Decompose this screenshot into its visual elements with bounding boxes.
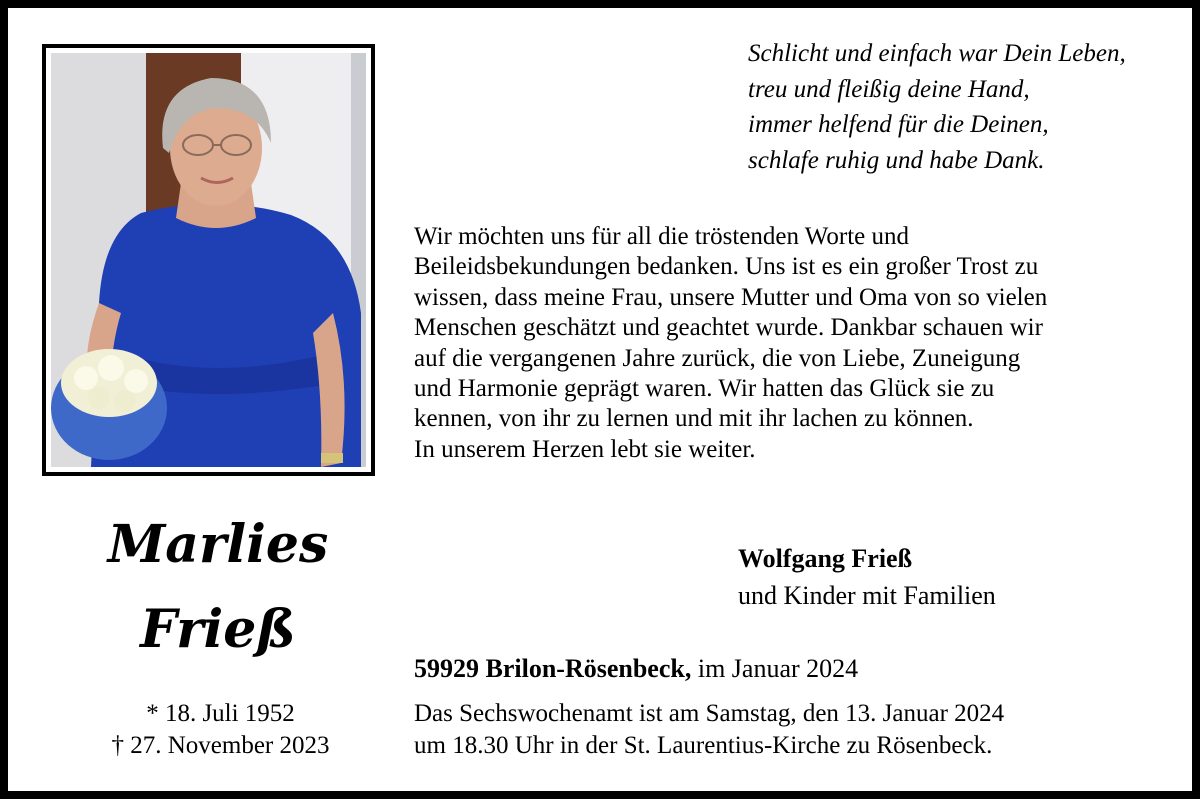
- poem-line: Schlicht und einfach war Dein Leben,: [748, 40, 1126, 67]
- message-line: Wir möchten uns für all die tröstenden Worte und: [414, 223, 910, 250]
- deceased-first-name: Marlies: [107, 514, 329, 575]
- thank-you-message: [414, 222, 1047, 465]
- signer-block: [738, 540, 996, 614]
- place-location: 59929 Brilon-Rösenbeck,: [414, 654, 692, 683]
- death-date: † 27. November 2023: [111, 732, 330, 759]
- service-line: um 18.30 Uhr in der St. Laurentius-Kirche zu Rösenbeck.: [414, 732, 993, 759]
- message-line: und Harmonie geprägt waren. Wir hatten das Glück sie zu: [414, 375, 995, 403]
- birth-date: * 18. Juli 1952: [146, 700, 295, 727]
- poem-line: immer helfend für die Deinen,: [748, 111, 1049, 138]
- message-line: Beileidsbekundungen bedanken. Uns ist es ein großer Trost zu: [414, 253, 1039, 281]
- message-line: wissen, dass meine Frau, unsere Mutter und Oma von so vielen: [414, 283, 1048, 311]
- signer-family: und Kinder mit Familien: [738, 581, 996, 610]
- portrait-illustration: [51, 53, 366, 467]
- portrait-frame: [42, 44, 375, 476]
- poem-line: treu und fleißig deine Hand,: [748, 75, 1030, 103]
- service-line: Das Sechswochenamt ist am Samstag, den 13. Januar 2024: [414, 700, 1005, 727]
- message-line: In unserem Herzen lebt sie weiter.: [414, 435, 756, 463]
- poem-line: schlafe ruhig und habe Dank.: [748, 146, 1045, 174]
- life-dates: [68, 698, 373, 762]
- service-notice: [414, 698, 1004, 762]
- message-line: kennen, von ihr zu lernen und mit ihr lachen zu können.: [414, 405, 974, 433]
- place-date: [414, 651, 858, 687]
- message-line: Menschen geschätzt und geachtet wurde. Dankbar schauen wir: [414, 314, 1043, 342]
- message-line: auf die vergangenen Jahre zurück, die von Liebe, Zuneigung: [414, 344, 1021, 372]
- poem: [748, 36, 1126, 178]
- portrait-photo: [51, 53, 366, 467]
- deceased-last-name: Frieß: [140, 599, 296, 660]
- place-month: im Januar 2024: [691, 654, 859, 683]
- signer-name: Wolfgang Frieß: [738, 544, 913, 573]
